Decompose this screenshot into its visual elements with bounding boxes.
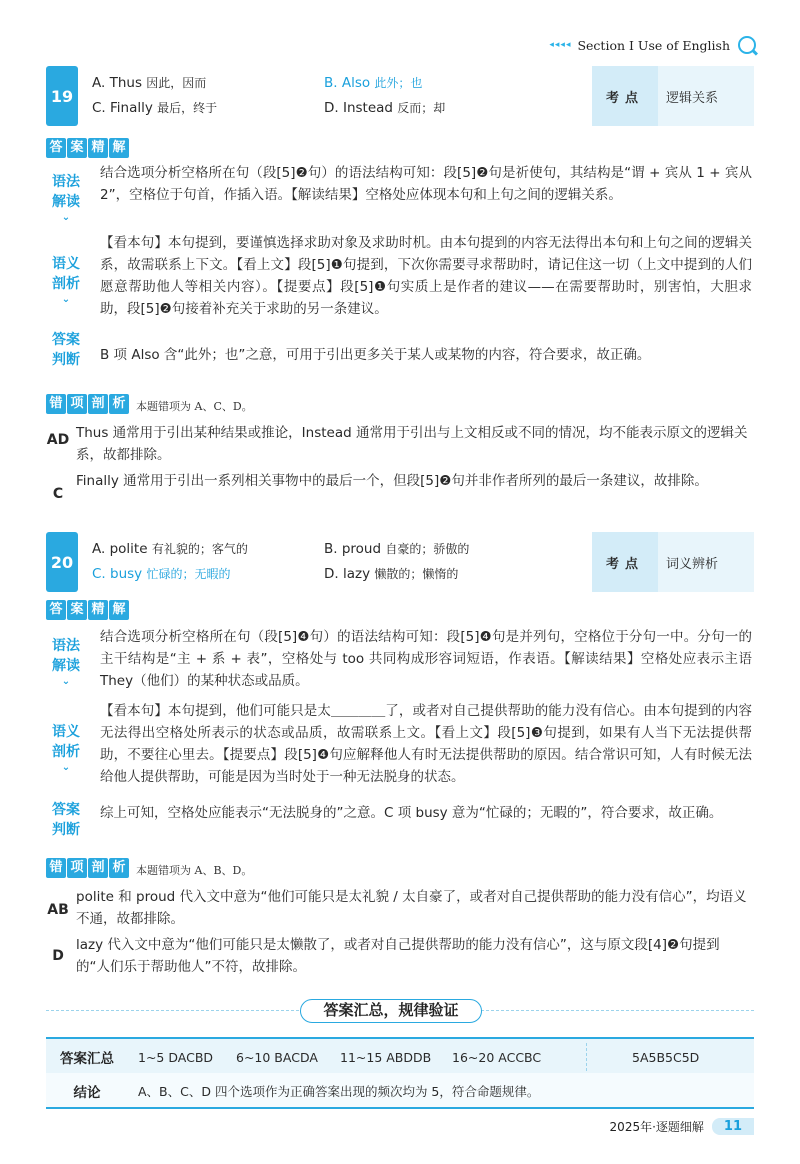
chevron-down-icon: ⌄ xyxy=(61,676,71,687)
side-label-judgment: 答案 判断 xyxy=(52,802,80,838)
chevron-down-icon: ⌄ xyxy=(61,212,71,223)
error-explanation: Thus 通常用于引出某种结果或推论，Instead 通常用于引出与上文相反或不同的情况，均不能表示原文的逻辑关系，故都排除。 xyxy=(76,425,748,463)
semantic-analysis: 【看本句】本句提到，要谨慎选择求助对象及求助时机。由本句提到的内容无法得出本句和上句之间的逻辑关系，故需联系上下文。【看上文】段[5]❶句提到，下次你需要寻求帮助时，请记住这一切（上文中提到的人们愿意帮助他人等相关内容）。【提要点】段[5]❶句实质上是作者的建议——在需要帮助时，别害怕，大胆求助，段[5]❷句接着补充关于求助的另一条建议。 xyxy=(100,235,752,317)
answer-analysis-tag: 答 案 精 解 xyxy=(46,600,129,620)
chevron-down-icon: ⌄ xyxy=(61,762,71,773)
answer-group: 16~20 ACCBC xyxy=(452,1049,542,1065)
conclusion-text: A、B、C、D 四个选项作为正确答案出现的频次均为 5，符合命题规律。 xyxy=(138,1084,540,1099)
option-b: B. proud 自豪的；骄傲的 xyxy=(324,541,470,557)
kaodian-value: 词义辨析 xyxy=(666,556,719,572)
error-label: C xyxy=(52,486,64,502)
answer-group: 1~5 DACBD xyxy=(138,1049,214,1065)
row-label: 答案汇总 xyxy=(60,1051,114,1067)
grammar-analysis: 结合选项分析空格所在句（段[5]❷句）的语法结构可知：段[5]❷句是祈使句，其结构是“谓 + 宾从 1 + 宾从 2”，空格位于句首，作插入语。【解读结果】空格处应体现本句和上句之间的逻辑关系。 xyxy=(100,165,752,203)
question-number: 19 xyxy=(46,66,78,126)
page-number: 11 xyxy=(712,1118,754,1135)
question-19-options xyxy=(46,66,754,126)
error-label: D xyxy=(52,948,64,964)
answer-group: 11~15 ABDDB xyxy=(340,1049,432,1065)
semantic-analysis: 【看本句】本句提到，他们可能只是太＿＿＿＿了，或者对自己提供帮助的能力没有信心。由本句提到的内容无法得出空格处所表示的状态或品质，故需联系上文。【看上文】段[5]❸句提到，如果有人当下无法提供帮助，不要往心里去。【提要点】段[5]❹句应解释他人有时无法提供帮助的原因。结合常识可知，人有时候无法给他人提供帮助，可能是因为当时处于一种无法脱身的状态。 xyxy=(100,703,752,785)
answer-group: 6~10 BACDA xyxy=(236,1049,318,1065)
summary-title: 答案汇总，规律验证 xyxy=(300,999,482,1023)
error-explanation: lazy 代入文中意为“他们可能只是太懒散了，或者对自己提供帮助的能力没有信心”，这与原文段[4]❷句提到的“人们乐于帮助他人”不符，故排除。 xyxy=(76,937,720,975)
option-a: A. polite 有礼貌的；客气的 xyxy=(92,541,248,557)
error-explanation: polite 和 proud 代入文中意为“他们可能只是太礼貌 / 太自豪了，或者对自己提供帮助的能力没有信心”，均语义不通，故都排除。 xyxy=(76,889,747,927)
option-c-correct: C. busy 忙碌的；无暇的 xyxy=(92,566,231,582)
error-label: AD xyxy=(46,432,70,448)
summary-row-conclusion xyxy=(46,1073,754,1109)
row-label: 结论 xyxy=(73,1085,101,1101)
option-d: D. Instead 反而；却 xyxy=(324,100,446,116)
error-explanation: Finally 通常用于引出一系列相关事物中的最后一个，但段[5]❷句并非作者所列的最后一条建议，故排除。 xyxy=(76,473,708,489)
option-c: C. Finally 最后，终于 xyxy=(92,100,218,116)
answer-count: 5A5B5C5D xyxy=(632,1049,700,1065)
chevron-down-icon: ⌄ xyxy=(61,294,71,305)
error-label: AB xyxy=(47,902,69,918)
answer-judgment: B 项 Also 含“此外；也”之意，可用于引出更多关于某人或某物的内容，符合要求，故正确。 xyxy=(100,347,651,363)
kaodian-box xyxy=(592,532,754,592)
arrow-icons: ◂◂◂◂ xyxy=(549,40,572,50)
side-label-grammar: 语法 解读 ⌄ xyxy=(46,636,86,688)
side-label-judgment: 答案 判断 xyxy=(52,332,80,368)
option-d: D. lazy 懒散的；懒惰的 xyxy=(324,566,459,582)
option-b-correct: B. Also 此外；也 xyxy=(324,75,423,91)
answer-judgment: 综上可知，空格处应能表示“无法脱身的”之意。C 项 busy 意为“忙碌的；无暇的”，符合要求，故正确。 xyxy=(100,805,723,821)
side-label-semantic: 语义 剖析 ⌄ xyxy=(46,722,86,774)
section-header xyxy=(549,36,756,54)
option-a: A. Thus 因此，因而 xyxy=(92,75,207,91)
kaodian-label: 考点 xyxy=(592,532,658,592)
error-analysis-tag: 错 项 剖 析 xyxy=(46,394,129,414)
side-label-semantic: 语义 剖析 ⌄ xyxy=(46,254,86,306)
side-label-grammar: 语法 解读 ⌄ xyxy=(46,172,86,224)
answer-analysis-tag: 答 案 精 解 xyxy=(46,138,129,158)
kaodian-value: 逻辑关系 xyxy=(666,90,719,106)
kaodian-label: 考点 xyxy=(592,66,658,126)
error-analysis-tag: 错 项 剖 析 xyxy=(46,858,129,878)
summary-row-answers xyxy=(46,1037,754,1073)
question-20-options xyxy=(46,532,754,592)
grammar-analysis: 结合选项分析空格所在句（段[5]❹句）的语法结构可知：段[5]❹句是并列句，空格位于分句一中。分句一的主干结构是“主 + 系 + 表”，空格处与 too 共同构成形容词短语，作表语。【解读结果】空格处应表示主语 They（他们）的某种状态或品质。 xyxy=(100,629,752,689)
q-logo-icon xyxy=(738,36,756,54)
error-note: 本题错项为 A、B、D。 xyxy=(136,864,253,877)
section-title: Section I Use of English xyxy=(577,37,730,53)
question-number: 20 xyxy=(46,532,78,592)
page-footer xyxy=(610,1118,754,1135)
book-title: 2025年·逐题细解 xyxy=(609,1120,704,1134)
kaodian-box xyxy=(592,66,754,126)
error-note: 本题错项为 A、C、D。 xyxy=(136,400,253,413)
